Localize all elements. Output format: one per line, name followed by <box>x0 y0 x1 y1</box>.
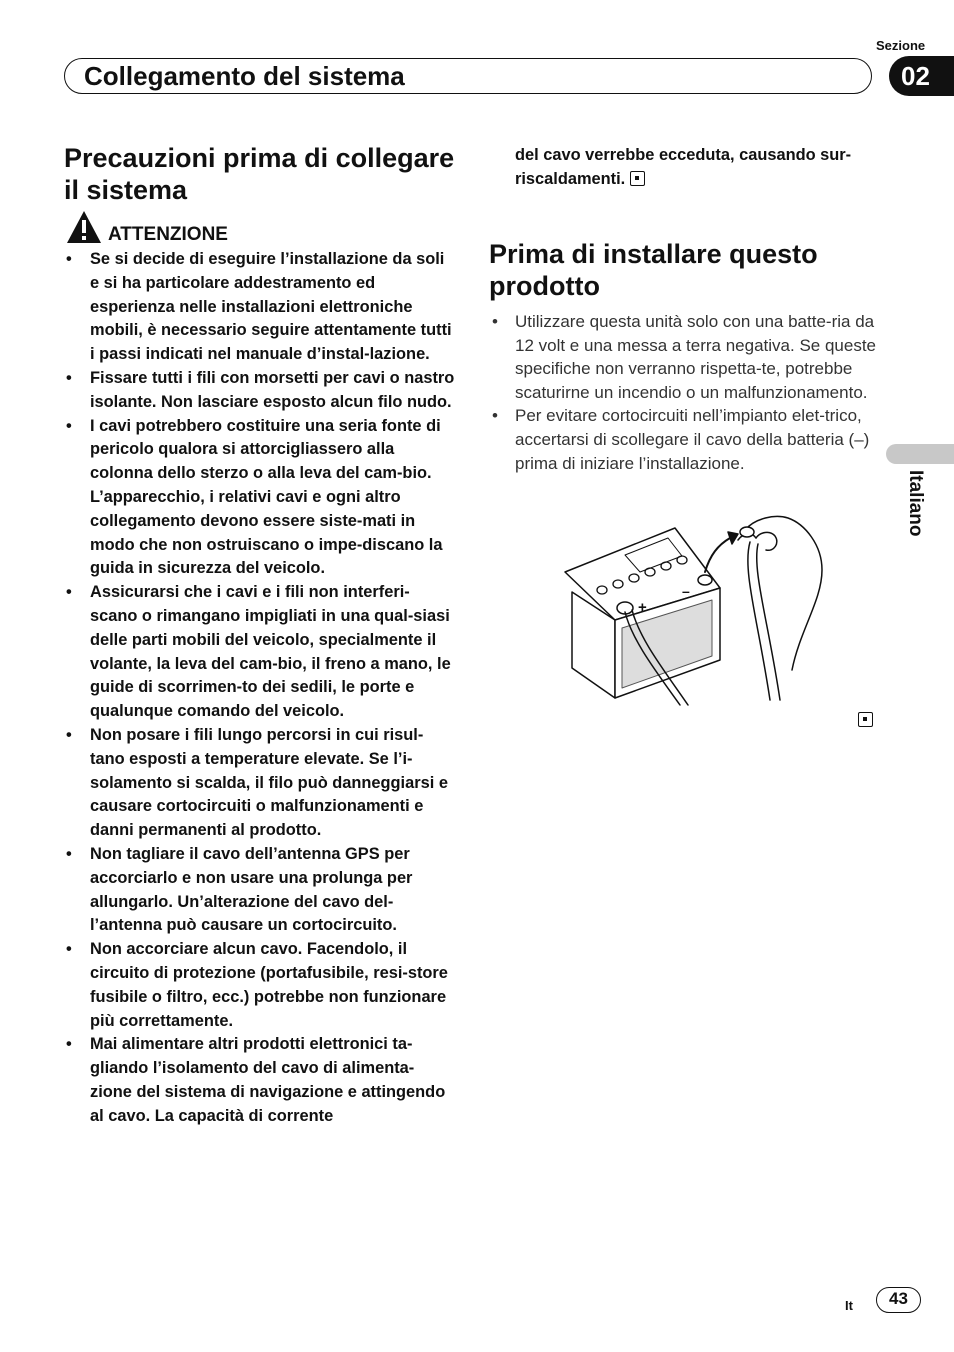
list-item: • Utilizzare questa unità solo con una batte-ria da 12 volt e una messa a terra negativa. Se queste specifiche non verranno rispetta-te, potrebbe scaturirne un incendio o un malfunzionamento. <box>489 310 879 404</box>
list-item: • Per evitare cortocircuiti nell’impianto elet-trico, accertarsi di scollegare il cavo della batteria (–) prima di iniziare l’installazione. <box>489 404 879 475</box>
language-tab-marker <box>886 444 954 464</box>
caution-list <box>64 248 456 1128</box>
arrow <box>705 538 730 572</box>
battery-disconnect-illustration <box>560 510 835 710</box>
page-number: 43 <box>876 1287 921 1313</box>
footer-language-code: It <box>845 1298 853 1313</box>
hand-outline <box>745 517 822 671</box>
list-item: • Assicurarsi che i cavi e i fili non interferi-scano o rimangano impigliati in una qual-siasi delle parti mobili del veicolo, specialmente il volante, la leva del cam-bio, il freno a mano, le guide di scorrimen-to dei sedili, le porte e qualunque comando del veicolo. <box>64 581 456 724</box>
list-item: • Mai alimentare altri prodotti elettronici ta-gliando l’isolamento del cavo di alimenta-zione del sistema di navigazione e attingendo al cavo. La capacità di corrente <box>64 1033 456 1128</box>
chapter-title: Collegamento del sistema <box>84 61 405 91</box>
list-item: • Se si decide di eseguire l’installazione da soli e si ha particolare addestramento ed esperienza nelle installazioni elettroniche mobili, è necessario seguire attentamente tutti i passi indicati nel manuale d’instal-lazione. <box>64 248 456 367</box>
continued-paragraph <box>515 144 885 192</box>
warning-triangle-icon <box>66 210 102 244</box>
section-label: Sezione <box>876 38 926 53</box>
list-item: • I cavi potrebbero costituire una seria fonte di pericolo qualora si attorcigliassero alla colonna dello sterzo o alla leva del cam-bio. L’apparecchio, i relativi cavi e ogni altro collegamento devono essere siste-mati in modo che non ostruiscano o impe-discano la guida in sicurezza del veicolo. <box>64 415 456 582</box>
plus-sign: + <box>638 599 647 616</box>
end-of-section-icon <box>630 171 645 186</box>
list-item: • Fissare tutti i fili con morsetti per cavi o nastro isolante. Non lasciare esposto alcun filo nudo. <box>64 367 456 415</box>
list-item: • Non accorciare alcun cavo. Facendolo, il circuito di protezione (portafusibile, resi-store fusibile o filtro, ecc.) potrebbe non funzionare più correttamente. <box>64 938 456 1033</box>
continued-text: del cavo verrebbe ecceduta, causando sur-riscaldamenti. <box>515 146 852 188</box>
language-tab-label: Italiano <box>905 470 926 537</box>
left-section-heading: Precauzioni prima di collegare il sistema <box>64 143 455 205</box>
install-precaution-list <box>489 310 879 475</box>
list-item: • Non posare i fili lungo percorsi in cui risul-tano esposti a temperature elevate. Se l’i-solamento si scalda, il filo può danneggiarsi e causare cortocircuiti o malfunzionamenti e danni permanenti al prodotto. <box>64 724 456 843</box>
end-of-section-icon <box>858 712 873 727</box>
end-of-section-marker <box>858 712 873 730</box>
negative-terminal <box>698 575 712 585</box>
minus-sign: – <box>682 583 690 599</box>
warning-label: ATTENZIONE <box>108 224 228 245</box>
section-number-badge: 02 <box>889 56 954 96</box>
list-item: • Non tagliare il cavo dell’antenna GPS per accorciarlo e non usare una prolunga per allungarlo. Un’alterazione del cavo del-l’antenna può causare un cortocircuito. <box>64 843 456 938</box>
cable-terminal <box>740 527 754 537</box>
right-section-heading: Prima di installare questo prodotto <box>489 239 818 301</box>
